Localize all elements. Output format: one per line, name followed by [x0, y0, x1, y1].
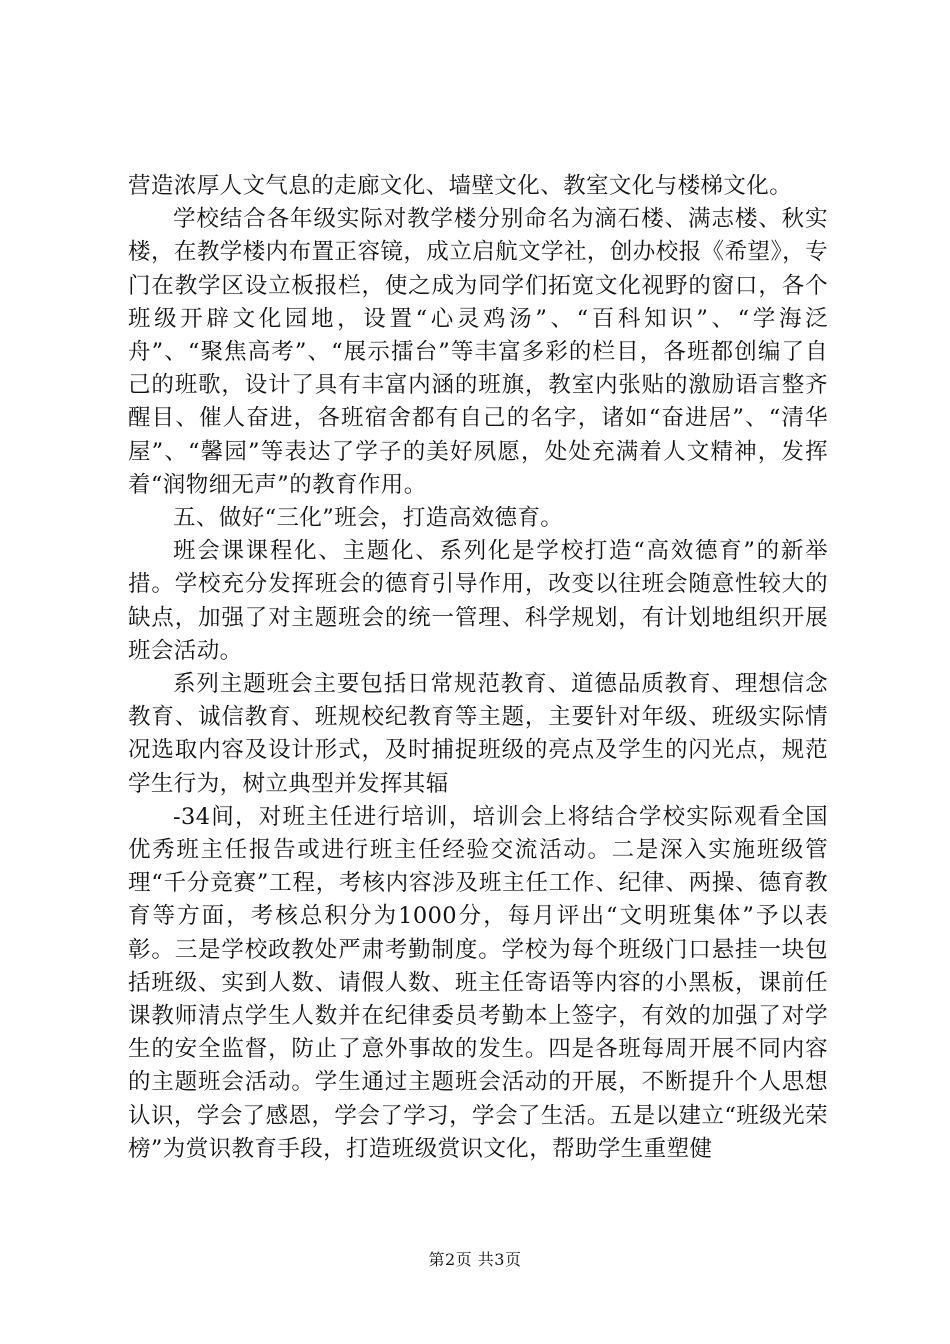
section-heading: 五、做好“三化”班会，打造高效德育。: [173, 505, 564, 532]
body-text: [128, 170, 828, 1166]
paragraph: 系列主题班会主要包括日常规范教育、道德品质教育、理想信念教育、诚信教育、班规校纪教育等主题，主要针对年级、班级实际情况选取内容及设计形式，及时捕捉班级的亮点及学生的闪光点，规范学生行为，树立典型并发挥其辐: [128, 671, 828, 797]
paragraph: 营造浓厚人文气息的走廊文化、墙壁文化、教室文化与楼梯文化。: [128, 173, 793, 199]
paragraph: 班会课课程化、主题化、系列化是学校打造“高效德育”的新举措。学校充分发挥班会的德育引导作用，改变以往班会随意性较大的缺点，加强了对主题班会的统一管理、科学规划，有计划地组织开展班会活动。: [128, 538, 828, 664]
paragraph: -34间，对班主任进行培训，培训会上将结合学校实际观看全国优秀班主任报告或进行班主任经验交流活动。二是深入实施班级管理“千分竞赛”工程，考核内容涉及班主任工作、纪律、两操、德育教育等方面，考核总积分为1000分，每月评出“文明班集体”予以表彰。三是学校政教处严肃考勤制度。学校为每个班级门口悬挂一块包括班级、实到人数、请假人数、班主任寄语等内容的小黑板，课前任课教师清点学生人数并在纪律委员考勤本上签字，有效的加强了对学生的安全监督，防止了意外事故的发生。四是各班每周开展不同内容的主题班会活动。学生通过主题班会活动的开展，不断提升个人思想认识，学会了感恩，学会了学习，学会了生活。五是以建立“班级光荣榜”为赏识教育手段，打造班级赏识文化，帮助学生重塑健: [128, 803, 828, 1162]
paragraph: 学校结合各年级实际对教学楼分别命名为滴石楼、满志楼、秋实楼，在教学楼内布置正容镜，成立启航文学社，创办校报《希望》，专门在教学区设立板报栏，使之成为同学们拓宽文化视野的窗口，各个班级开辟文化园地，设置“心灵鸡汤”、“百科知识”、“学海泛舟”、“聚焦高考”、“展示擂台”等丰富多彩的栏目，各班都创编了自己的班歌，设计了具有丰富内涵的班旗，教室内张贴的激励语言整齐醒目、催人奋进，各班宿舍都有自己的名字，诸如“奋进居”、“清华屋”、“馨园”等表达了学子的美好夙愿，处处充满着人文精神，发挥着“润物细无声”的教育作用。: [128, 206, 828, 498]
page-number-footer: 第2页 共3页: [428, 1250, 522, 1269]
